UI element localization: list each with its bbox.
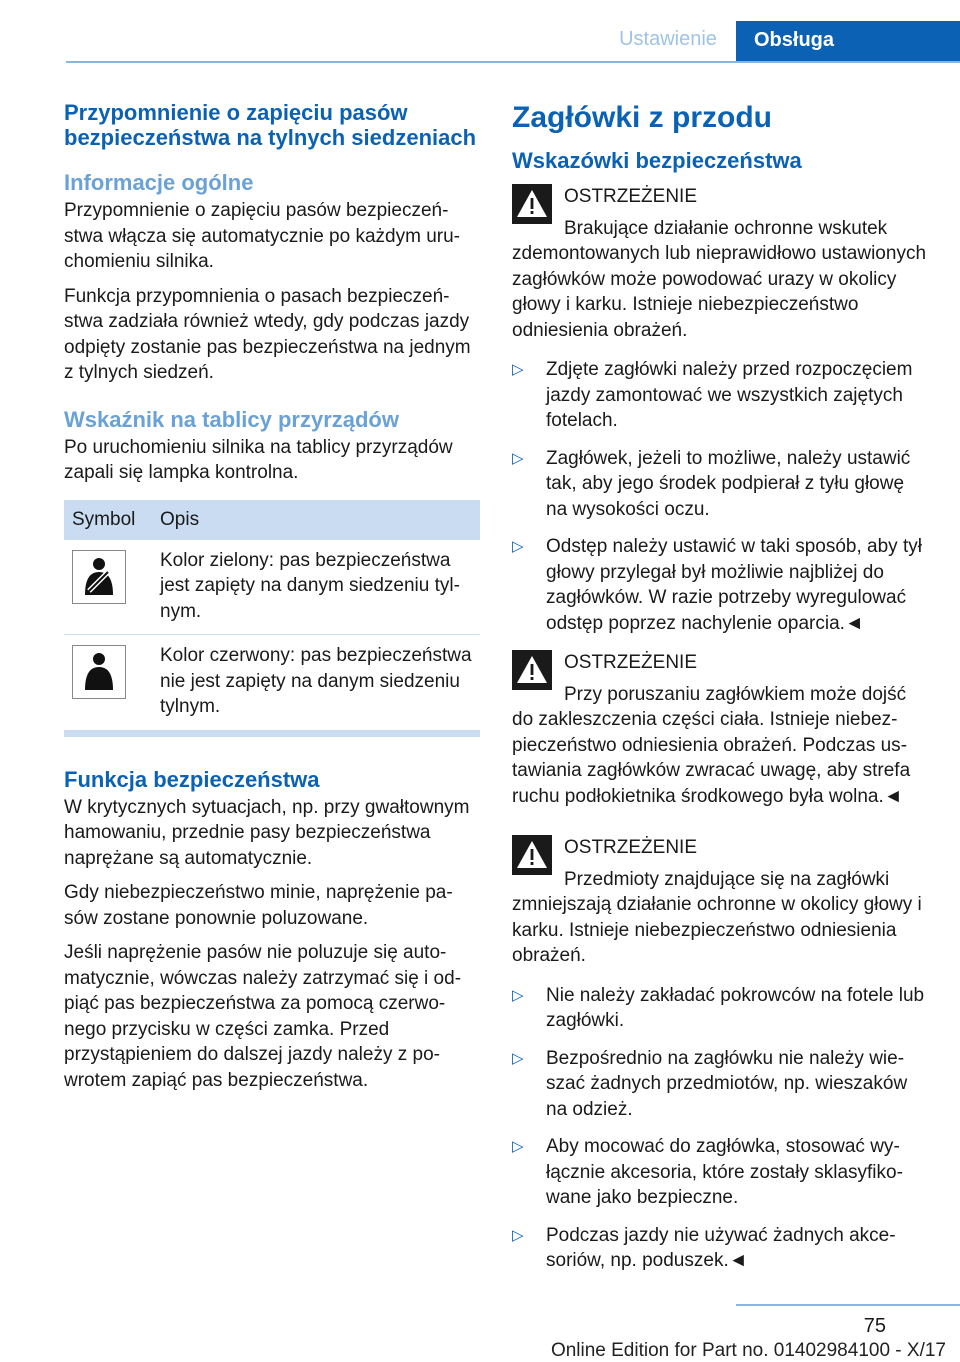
warning-block xyxy=(512,835,926,969)
footer-divider xyxy=(736,1304,960,1306)
left-column xyxy=(64,100,480,1102)
bullet-triangle-icon: ▷ xyxy=(512,361,524,378)
bullet-triangle-icon: ▷ xyxy=(512,449,524,467)
heading-instrument-indicator: Wskaźnik na tablicy przyrządów xyxy=(64,406,399,432)
section-title-seatbelt-reminder: Przypomnienie o zapięciu pasów bezpieczeństwa na tylnych siedzeniach xyxy=(64,100,477,150)
tab-obsluga[interactable] xyxy=(736,21,960,62)
warning-block xyxy=(512,184,926,343)
paragraph: Gdy niebezpieczeństwo minie, naprężenie pasów zostane ponownie poluzowane. xyxy=(64,882,453,929)
warning-triangle-icon xyxy=(512,650,552,690)
heading-general-info: Informacje ogólne xyxy=(64,170,254,195)
heading-safety-function: Funkcja bezpieczeństwa xyxy=(64,766,320,792)
tab-ustawienie[interactable]: Ustawienie xyxy=(619,28,717,50)
tab-obsluga-label: Obsługa xyxy=(754,29,835,51)
paragraph: Po uruchomieniu silnika na tablicy przyrządów zapali się lampka kontrolna. xyxy=(64,436,453,483)
table-header-desc: Opis xyxy=(152,500,480,540)
list-item: ▷ Bezpośrednio na zagłówku nie należy wieszać żadnych przedmiotów, np. wieszaków na odzież. xyxy=(512,1047,908,1120)
table-row xyxy=(64,635,480,731)
bullet-triangle-icon: ▷ xyxy=(512,538,524,555)
warning-text: zmniejszają działanie ochronne w okolicy głowy i karku. Istnieje niebezpieczeństwo odniesienia obrażeń. xyxy=(512,894,922,966)
seatbelt-unfastened-icon xyxy=(72,645,126,699)
heading-safety-notes: Wskazówki bezpieczeństwa xyxy=(512,148,802,173)
paragraph: Przypomnienie o zapięciu pasów bezpieczeństwa włącza się automatycznie po każdym uruchomieniu silnika. xyxy=(64,200,460,272)
warning-text: do zakleszczenia części ciała. Istnieje niebezpieczeństwo odniesienia obrażeń. Podczas ustawiania zagłówków zwracać uwagę, aby strefa ruchu podłokietnika środkowego była wolna.◄ xyxy=(512,709,911,807)
bullet-list xyxy=(512,983,926,1274)
right-column xyxy=(512,100,926,1288)
warning-label: OSTRZEŻENIE xyxy=(564,186,698,207)
table-row xyxy=(64,540,480,635)
bullet-triangle-icon: ▷ xyxy=(512,1049,524,1067)
list-item: ▷ Zagłówek, jeżeli to możliwe, należy ustawić tak, aby jego środek podpierał z tyłu głowę na wysokości oczu. xyxy=(512,447,911,520)
bullet-triangle-icon: ▷ xyxy=(512,1138,524,1155)
list-item: ▷ Odstęp należy ustawić w taki sposób, aby tył głowy przylegał był możliwie najbliżej do zagłówków. W razie potrzeby wyregulować odstęp poprzez nachylenie oparcia.◄ xyxy=(512,536,922,634)
list-item: ▷ Nie należy zakładać pokrowców na fotele lub zagłówki. xyxy=(512,984,925,1031)
paragraph: Jeśli naprężenie pasów nie poluzuje się automatycznie, wówczas należy zatrzymać się i odpiąć pas bezpieczeństwa za pomocą czerwonego przycisku w części zamka. Przed przystąpieniem do dalszej jazdy należy z powrotem zapiąć pas bezpieczeństwa. xyxy=(64,942,462,1091)
bullet-list xyxy=(512,357,926,636)
list-item: ▷ Zdjęte zagłówki należy przed rozpoczęciem jazdy zamontować we wszystkich zajętych fotelach. xyxy=(512,359,913,431)
warning-text: zdemontowanych lub nieprawidłowo ustawionych zagłówków może powodować urazy w okolicy głowy i karku. Istnieje niebezpieczeństwo odniesienia obrażeń. xyxy=(512,243,927,341)
seatbelt-fastened-icon xyxy=(72,550,126,604)
table-cell-desc: Kolor zielony: pas bezpieczeństwa jest zapięty na danym siedzeniu tylnym. xyxy=(152,540,480,635)
warning-triangle-icon xyxy=(512,835,552,875)
table-header-symbol: Symbol xyxy=(64,500,152,540)
warning-label: OSTRZEŻENIE xyxy=(564,837,698,858)
warning-first-line: Brakujące działanie ochronne wskutek xyxy=(564,217,888,239)
list-item: ▷ Aby mocować do zagłówka, stosować wyłącznie akcesoria, które zostały sklasyfikowane jako bezpieczne. xyxy=(512,1136,903,1208)
paragraph: W krytycznych sytuacjach, np. przy gwałtownym hamowaniu, przednie pasy bezpieczeństwa naprężane są automatycznie. xyxy=(64,796,470,869)
warning-block xyxy=(512,650,926,809)
bullet-triangle-icon: ▷ xyxy=(512,986,524,1004)
table-bottom-rule xyxy=(64,731,480,737)
warning-label: OSTRZEŻENIE xyxy=(564,652,698,673)
paragraph: Funkcja przypomnienia o pasach bezpieczeństwa zadziała również wtedy, gdy podczas jazdy odpięty zostanie pas bezpieczeństwa na jednym z tylnych siedzeń. xyxy=(64,285,471,383)
page-header xyxy=(0,0,960,62)
warning-triangle-icon xyxy=(512,184,552,224)
bullet-triangle-icon: ▷ xyxy=(512,1226,524,1244)
warning-first-line: Przy poruszaniu zagłówkiem może dojść xyxy=(564,683,907,705)
page-number: 75 xyxy=(863,1315,886,1337)
page-title: Zagłówki z przodu xyxy=(512,101,772,134)
header-divider xyxy=(66,61,960,63)
warning-first-line: Przedmioty znajdujące się na zagłówki xyxy=(564,868,890,890)
edition-footer: Online Edition for Part no. 01402984100 - X/17 xyxy=(550,1340,946,1361)
list-item: ▷ Podczas jazdy nie używać żadnych akcesoriów, np. poduszek.◄ xyxy=(512,1224,896,1271)
symbol-table xyxy=(64,500,480,731)
table-cell-desc: Kolor czerwony: pas bezpieczeństwa nie jest zapięty na danym siedzeniu tylnym. xyxy=(152,635,480,731)
